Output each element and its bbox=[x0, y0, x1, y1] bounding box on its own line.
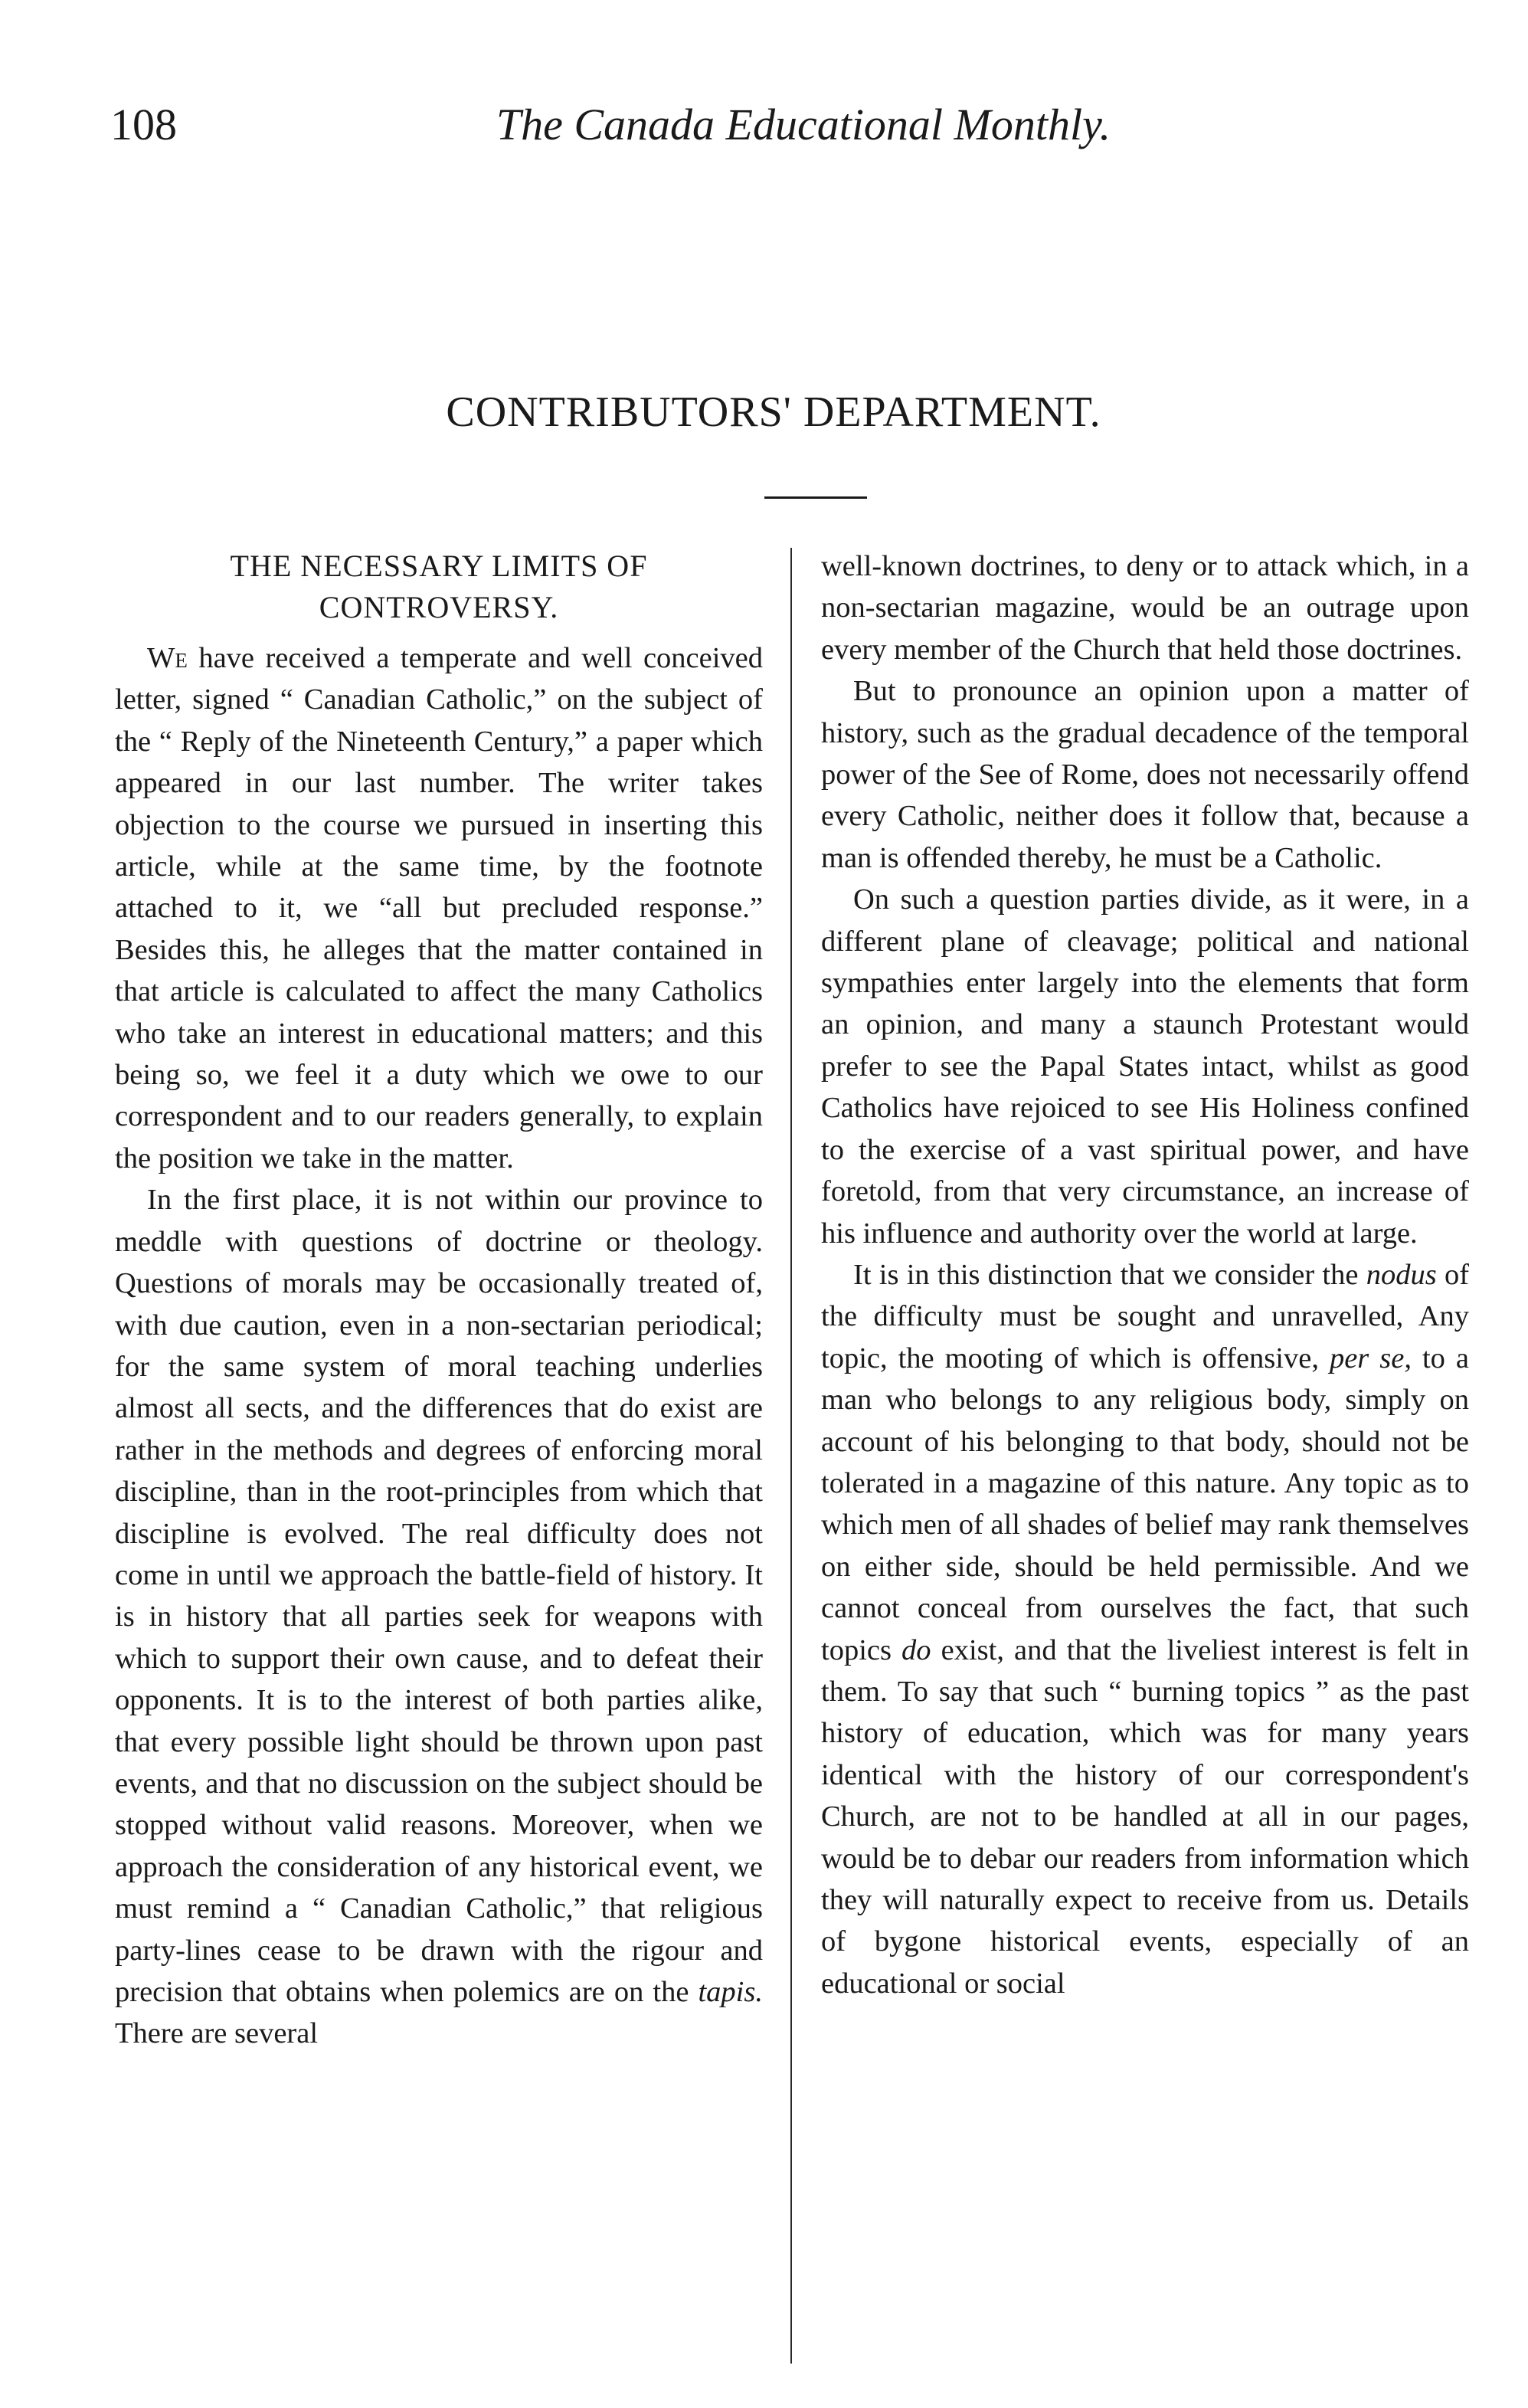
article-title-line-1: THE NECESSARY LIMITS OF bbox=[230, 549, 648, 583]
paragraph-2-text: In the first place, it is not within our province to meddle with questions of doctrine or theology. Questions of morals may be occasionally treated of, with due caution, even in a non-sectarian periodical; for the same system of moral teaching underlies almost all sects, and the differences that do exist are rather in the methods and degrees of enforcing moral discipline, than in the root-principles from which that discipline is evolved. The real difficulty does not come in until we approach the battle-field of history. It is in history that all parties seek for weapons with which to support their own cause, and to defeat their opponents. It is to the interest of both parties alike, that every possible light should be thrown upon past events, and that no discussion on the subject should be stopped without valid reasons. Moreover, when we approach the consideration of any historical event, we must remind a “ Canadian Catholic,” that religious party-lines cease to be drawn with the rigour and precision that obtains when polemics are on the bbox=[115, 1184, 763, 2008]
left-column bbox=[115, 545, 763, 2369]
paragraph-5-do: do bbox=[901, 1633, 931, 1666]
article-title bbox=[115, 545, 763, 628]
paragraph-1-text: have received a temperate and well conceived letter, signed “ Canadian Catholic,” on the subject of the “ Reply of the Nineteenth Century,” a paper which appeared in our last number. The writer takes objection to the course we pursued in inserting this article, while at the same time, by the footnote attached to it, we “all but precluded response.” Besides this, he alleges that the matter contained in that article is calculated to affect the many Catholics who take an interest in educational matters; and this being so, we feel it a duty which we owe to our correspondent and to our readers generally, to explain the position we take in the matter. bbox=[115, 642, 763, 1175]
paragraph-2-italic: tapis. bbox=[698, 1976, 763, 2008]
paragraph-5-part-c: to a man who belongs to any religious body, simply on account of his belonging to that body, should not be tolerated in a magazine of this nature. Any topic as to which men of all shades of belief may rank themselves on either side, should be held permissible. And we cannot conceal from ourselves the fact, that such topics bbox=[821, 1342, 1469, 1666]
column-divider bbox=[790, 548, 792, 2364]
section-heading: CONTRIBUTORS' DEPARTMENT. bbox=[446, 388, 1101, 436]
paragraph-5-part-d: exist, and that the liveliest interest is felt in them. To say that such “ burning topics ” as the past history of education, which was for many years identical with the history of our correspondent's Church, are not to be handled at all in our pages, would be to debar our readers from information which they will naturally expect to receive from us. Details of bygone historical events, especially of an educational or social bbox=[821, 1633, 1469, 2000]
paragraph-5-part-b: of the difficulty must be sought and unravelled, Any topic, the mooting of which is offensive, bbox=[821, 1258, 1469, 1374]
paragraph-1 bbox=[115, 637, 763, 1179]
section-divider bbox=[764, 496, 867, 499]
page-number: 108 bbox=[110, 100, 177, 149]
article-title-line-2: CONTROVERSY. bbox=[319, 590, 559, 624]
paragraph-5-per-se: per se, bbox=[1329, 1342, 1412, 1374]
paragraph-4: On such a question parties divide, as it were, in a different plane of cleavage; political and national sympathies enter largely into the elements that form an opinion, and many a staunch Protestant would prefer to see the Papal States intact, whilst as good Catholics have rejoiced to see His Holiness confined to the exercise of a vast spiritual power, and have foretold, from that very circumstance, an increase of his influence and authority over the world at large. bbox=[821, 883, 1469, 1250]
paragraph-2 bbox=[115, 1179, 763, 2055]
paragraph-5-part-a: It is in this distinction that we consider the bbox=[853, 1258, 1359, 1291]
paragraph-3: But to pronounce an opinion upon a matter of history, such as the gradual decadence of the temporal power of the See of Rome, does not necessarily offend every Catholic, neither does it follow that, because a man is offended thereby, he must be a Catholic. bbox=[821, 675, 1469, 874]
paragraph-5 bbox=[821, 1254, 1469, 2004]
paragraph-5-nodus: nodus bbox=[1366, 1258, 1437, 1291]
right-column bbox=[821, 545, 1469, 2369]
opening-word: We bbox=[147, 642, 188, 674]
running-head bbox=[110, 90, 1428, 159]
journal-title: The Canada Educational Monthly. bbox=[496, 100, 1111, 149]
paragraph-2-continued: well-known doctrines, to deny or to attack which, in a non-sectarian magazine, would be an outrage upon every member of the Church that held those doctrines. bbox=[821, 550, 1469, 666]
paragraph-2-tail: There are several bbox=[115, 2017, 319, 2050]
